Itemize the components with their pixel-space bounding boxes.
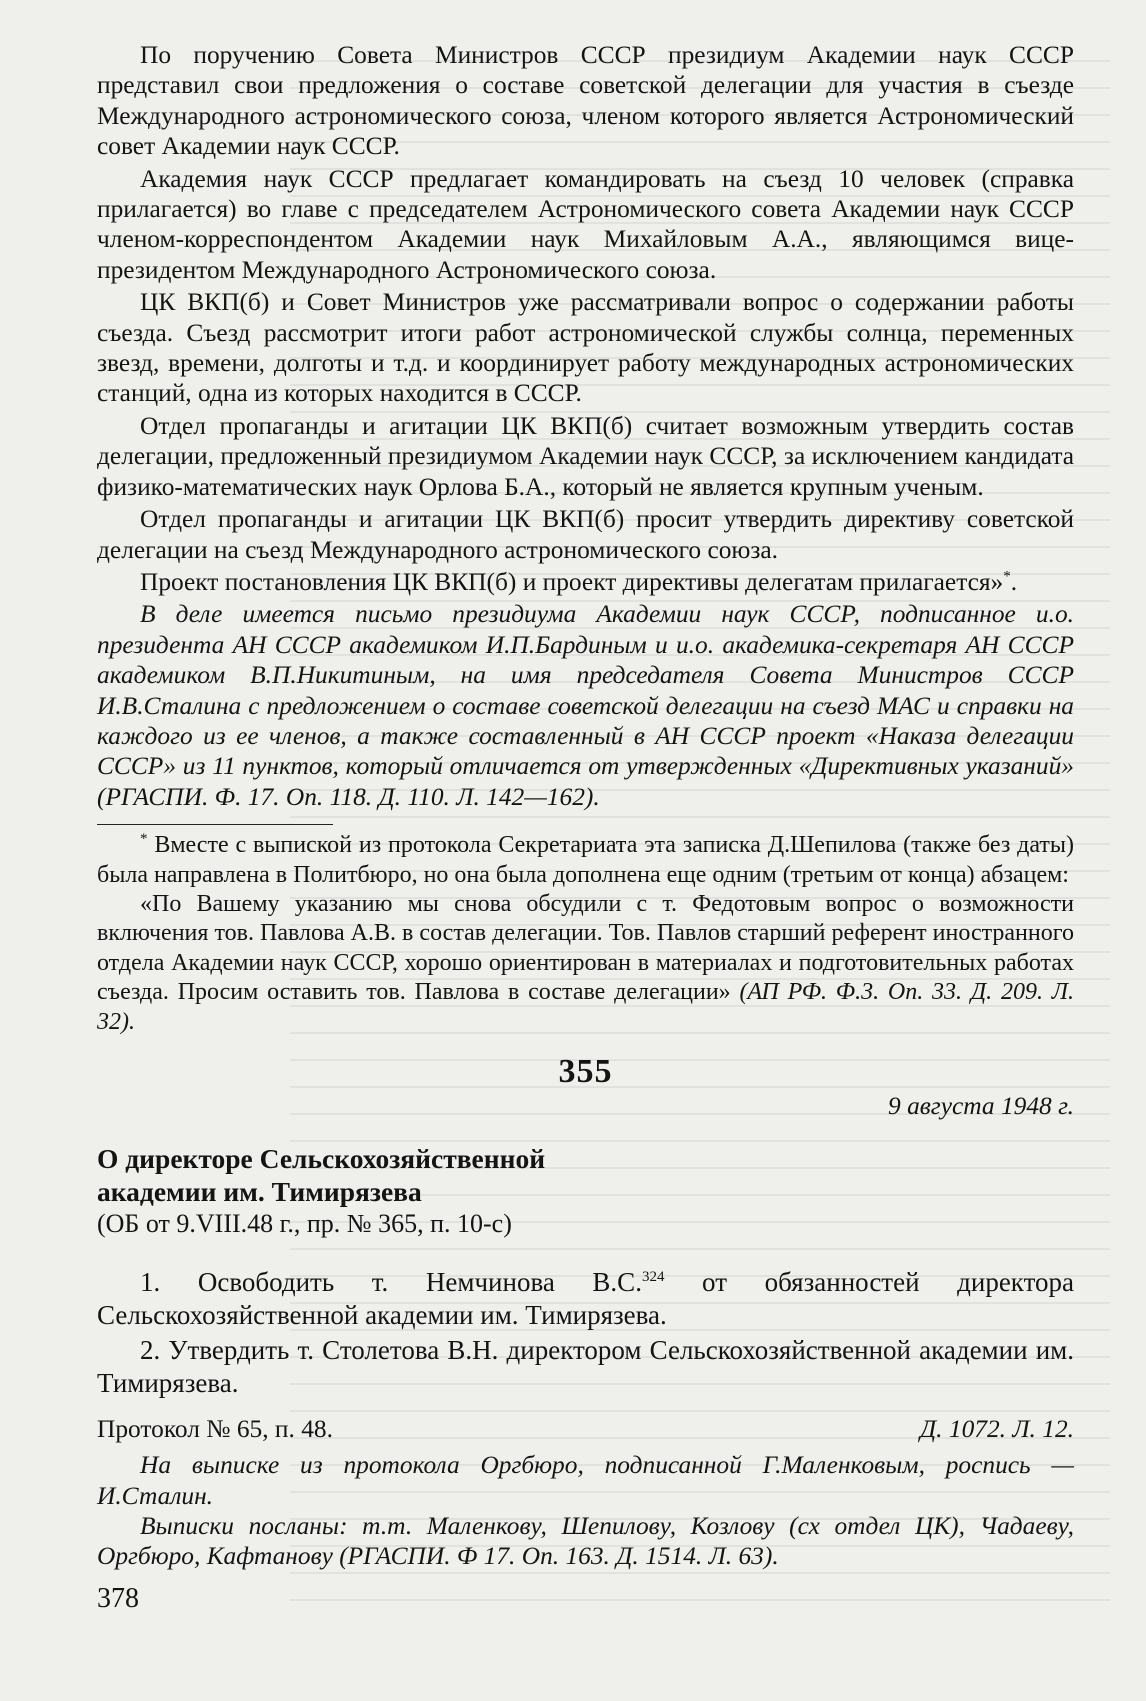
footnote-mark-bottom: * — [140, 831, 148, 848]
footnote-text: Вместе с выпиской из протокола Секретариата эта записка Д.Шепилова (также без даты) была направлена в Политбюро, но она была дополнена еще одним (третьим от конца) абзацем: — [97, 832, 1075, 888]
footnote-ref-324: 324 — [641, 1268, 665, 1285]
page-number: 378 — [97, 1583, 139, 1614]
decision-item-1-b: от обязанностей директора Сельскохозяйственной академии им. Тимирязева. — [97, 1266, 1074, 1330]
footnote-rule — [97, 824, 333, 825]
document-title — [97, 1142, 1074, 1208]
decision-item-2: 2. Утвердить т. Столетова В.Н. директором Сельскохозяйственной академии им. Тимирязева. — [97, 1334, 1074, 1398]
decision-item-1-a: 1. Освободить т. Немчинова В.С. — [140, 1266, 642, 1297]
document-title-line-1: О директоре Сельскохозяйственной — [97, 1142, 546, 1174]
decision-item-1 — [97, 1266, 1074, 1332]
footnote-mark: * — [1003, 568, 1011, 585]
text-column — [97, 40, 1074, 1572]
paragraph-4: Отдел пропаганды и агитации ЦК ВКП(б) считает возможным утвердить состав делегации, предложенный президиумом Академии наук СССР, за исключением кандидата физико-математических наук Орлова Б.А., который не является крупным ученым. — [97, 411, 1074, 501]
paragraph-1: По поручению Совета Министров СССР президиум Академии наук СССР представил свои предложения о составе советской делегации для участия в съезде Международного астрономического союза, членом которого является Астрономический совет Академии наук СССР. — [97, 41, 1074, 161]
signature-note: На выписке из протокола Оргбюро, подписанной Г.Маленковым, роспись — И.Сталин. — [97, 1451, 1074, 1510]
paragraph-2: Академия наук СССР предлагает командировать на съезд 10 человек (справка прилагается) во главе с председателем Астрономического совета Академии наук СССР членом-корреспондентом Академии наук Михайловым А.А., являющимся вице-президентом Международного Астрономического союза. — [97, 164, 1074, 284]
archive-reference: Д. 1072. Л. 12. — [920, 1414, 1074, 1443]
paragraph-3: ЦК ВКП(б) и Совет Министров уже рассматривали вопрос о содержании работы съезда. Съезд рассмотрит итоги работ астрономической службы солнца, переменных звезд, времени, долготы и т.д. и координирует работу международных астрономических станций, одна из которых находится в СССР. — [97, 288, 1074, 408]
protocol-line — [97, 1414, 1074, 1444]
footnote-quote-block — [97, 890, 1074, 1037]
document-date: 9 августа 1948 г. — [888, 1092, 1074, 1121]
archive-note: В деле имеется письмо президиума Академии наук СССР, подписанное и.о. президента АН СССР академиком И.П.Бардиным и и.о. академика-секретаря АН СССР академиком В.П.Никитиным, на имя председателя Совета Министров СССР И.В.Сталина с предложением о составе советской делегации на съезд МАС и справки на каждого из ее членов, а также составленный в АН СССР проект «Наказа делегации СССР» из 11 пунктов, который отличается от утвержденных «Директивных указаний» (РГАСПИ. Ф. 17. Оп. 118. Д. 110. Л. 142—162). — [97, 600, 1074, 811]
document-number: 355 — [558, 1053, 613, 1090]
document-subtitle: (ОБ от 9.VIII.48 г., пр. № 365, п. 10-с) — [97, 1208, 512, 1238]
footnote-source: (АП РФ. Ф.3. Оп. 33. Д. 209. Л. 32). — [97, 979, 1075, 1035]
project-line-text: Проект постановления ЦК ВКП(б) и проект директивы делегатам прилагается» — [140, 567, 1004, 596]
footnote-quote: «По Вашему указанию мы снова обсудили с т. Федотовым вопрос о возможности включения тов. Павлова А.В. в состав делегации. Тов. Павлов старший референт иностранного отдела Академии наук СССР, хорошо ориентирован в материалах и подготовительных работах съезда. Просим оставить тов. Павлова в составе делегации» — [97, 890, 1074, 1006]
project-line: Проект постановления ЦК ВКП(б) и проект директивы делегатам прилагается»*. — [140, 567, 1018, 596]
protocol-reference: Протокол № 65, п. 48. — [97, 1414, 333, 1443]
document-title-line-2: академии им. Тимирязева — [97, 1175, 422, 1207]
footnote — [97, 831, 1074, 890]
paragraph-5: Отдел пропаганды и агитации ЦК ВКП(б) просит утвердить директиву советской делегации на съезд Международного астрономического союза. — [97, 505, 1074, 564]
distribution-note: Выписки посланы: т.т. Маленкову, Шепилову, Козлову (сх отдел ЦК), Чадаеву, Оргбюро, Кафтанову (РГАСПИ. Ф 17. Оп. 163. Д. 1514. Л. 63). — [97, 1512, 1074, 1571]
